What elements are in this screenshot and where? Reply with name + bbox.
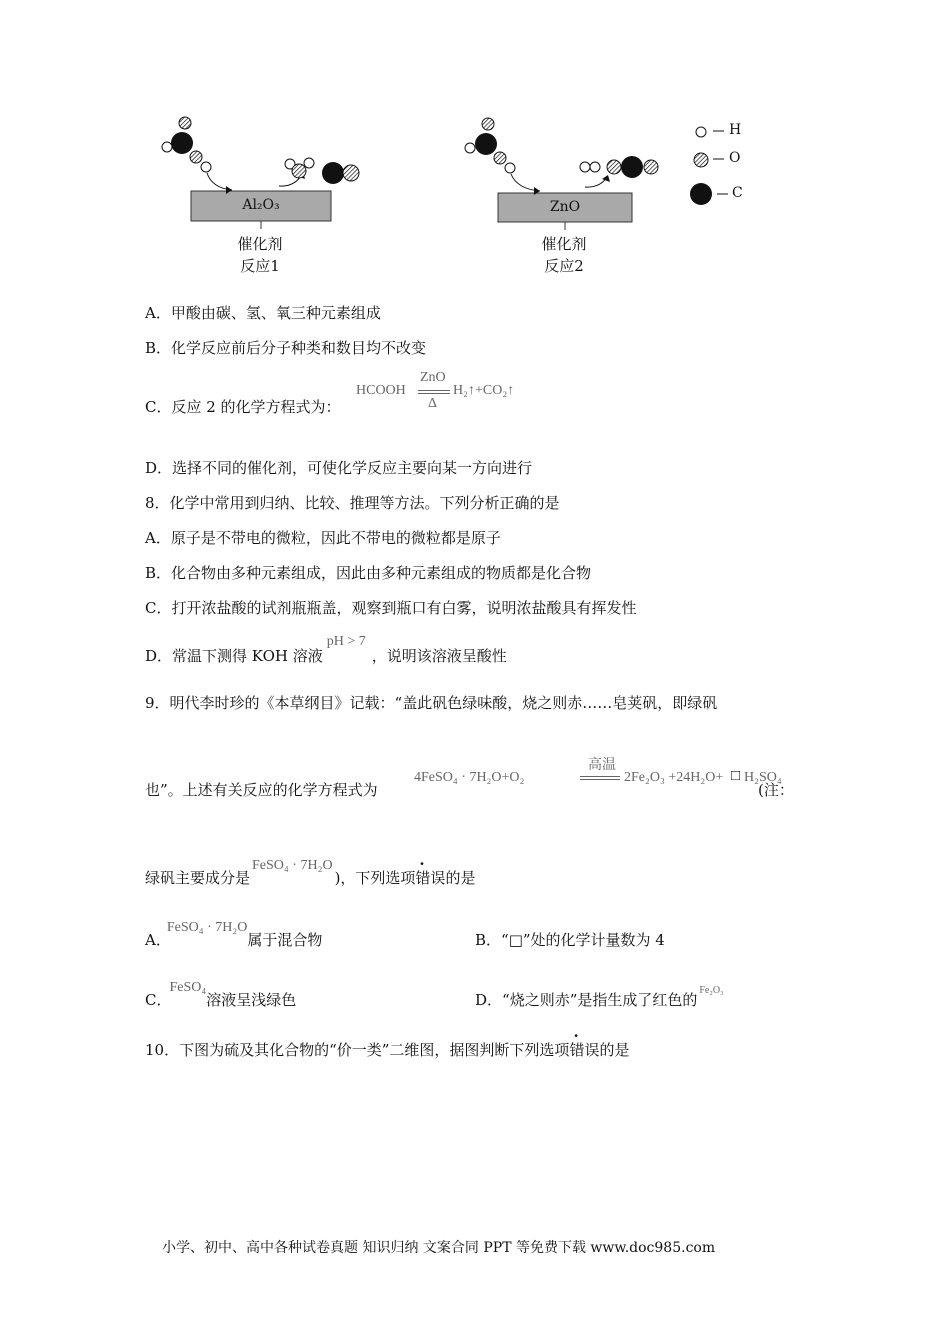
q7-eq-right: H₂↑+CO₂↑	[453, 383, 515, 398]
q10-stem-prefix: 10．下图为硫及其化合物的“价一类”二维图，据图判断下列选项	[145, 1041, 570, 1059]
q9-option-a-text: 属于混合物	[247, 931, 323, 949]
q8-option-c: C．打开浓盐酸的试剂瓶瓶盖，观察到瓶口有白雾，说明浓盐酸具有挥发性	[145, 599, 637, 617]
q7-option-b: B．化学反应前后分子种类和数目均不改变	[145, 339, 427, 357]
q9-option-a-label: A．	[145, 931, 171, 949]
q9-equation	[414, 754, 782, 794]
q8-option-a: A．原子是不带电的微粒，因此不带电的微粒都是原子	[145, 529, 501, 547]
q9-option-c-formula: FeSO₄	[169, 980, 207, 995]
q9-eq-left: 4FeSO₄ · 7H₂O+O₂	[414, 770, 525, 785]
q9-line3-formula: FeSO₄ · 7H₂O	[252, 858, 333, 873]
q7-eq-bar	[418, 390, 450, 394]
q7-option-d: D．选择不同的催化剂，可使化学反应主要向某一方向进行	[145, 459, 533, 477]
catalyst-label-2: 催化剂	[541, 235, 587, 253]
q9-line3-prefix: 绿矾主要成分是	[145, 869, 251, 887]
q9-option-c	[145, 980, 297, 1012]
q9-line3-emph: 错误	[415, 869, 446, 887]
q9-line3	[145, 858, 476, 890]
q7-option-c	[145, 397, 341, 417]
q9-option-d-formula: Fe₂O₃	[699, 985, 724, 996]
q9-eq-above: 高温	[588, 758, 616, 773]
carbon-atom-icon	[690, 183, 712, 205]
q9-line3-suffix: )，下列选项	[334, 869, 416, 887]
q9-option-a-formula: FeSO₄ · 7H₂O	[166, 920, 248, 935]
catalyst-box-1-label: Al₂O₃	[242, 197, 280, 213]
q9-option-b: B．“□”处的化学计量数为 4	[475, 931, 665, 949]
q10-stem	[145, 1040, 629, 1060]
q7-option-a: A．甲酸由碳、氢、氧三种元素组成	[145, 304, 381, 322]
hydrogen-atom-icon	[696, 127, 706, 137]
q9-line2	[145, 780, 378, 800]
q7-equation	[356, 370, 556, 420]
q9-line2-suffix: (注：	[758, 781, 794, 799]
q9-line2-prefix: 也”。上述有关反应的化学方程式为	[145, 781, 378, 799]
q7-eq-above: ZnO	[420, 370, 446, 385]
oxygen-atom-icon	[694, 153, 708, 167]
q10-stem-emph: 错误	[569, 1041, 600, 1059]
q8-ph-formula: pH > 7	[326, 634, 366, 649]
q9-eq-box: □	[731, 768, 741, 784]
q8-option-d	[145, 634, 507, 668]
catalyst-label-1: 催化剂	[237, 235, 283, 253]
q9-eq-right: 2Fe₂O₃ +24H₂O+	[624, 770, 724, 785]
q9-eq-tail: H₂SO₄	[744, 770, 782, 785]
page-footer: 小学、初中、高中各种试卷真题 知识归纳 文案合同 PPT 等免费下载 www.doc985.com	[162, 1240, 716, 1256]
q9-option-c-label: C．	[145, 991, 172, 1009]
legend-o: O	[729, 150, 741, 166]
q7-eq-left: HCOOH	[356, 383, 406, 398]
q9-option-a	[145, 920, 323, 952]
q8-stem: 8．化学中常用到归纳、比较、推理等方法。下列分析正确的是	[145, 494, 560, 512]
reaction-diagram	[0, 0, 950, 290]
q9-eq-bar	[580, 776, 620, 780]
reaction-label-1: 反应1	[240, 257, 280, 275]
q7-option-c-label: C．反应 2 的化学方程式为：	[145, 398, 341, 416]
q9-line3-end: 的是	[445, 869, 476, 887]
q9-option-d	[475, 985, 724, 1013]
q8-option-d-suffix: ，说明该溶液呈酸性	[371, 647, 507, 665]
q8-option-b: B．化合物由多种元素组成，因此由多种元素组成的物质都是化合物	[145, 564, 592, 582]
q7-eq-below: Δ	[428, 396, 438, 411]
catalyst-box-2-label: ZnO	[549, 199, 581, 215]
legend-c: C	[732, 185, 743, 201]
q9-line1: 9．明代李时珍的《本草纲目》记载：“盖此矾色绿味酸，烧之则赤……皂荚矾，即绿矾	[145, 694, 718, 712]
legend-h: H	[729, 122, 742, 138]
q9-option-d-text: D．“烧之则赤”是指生成了红色的	[475, 991, 698, 1009]
reaction-label-2: 反应2	[544, 257, 584, 275]
q9-option-c-text: 溶液呈浅绿色	[206, 991, 297, 1009]
q8-option-d-prefix: D．常温下测得 KOH 溶液	[145, 647, 323, 665]
q10-stem-end: 的是	[599, 1041, 630, 1059]
